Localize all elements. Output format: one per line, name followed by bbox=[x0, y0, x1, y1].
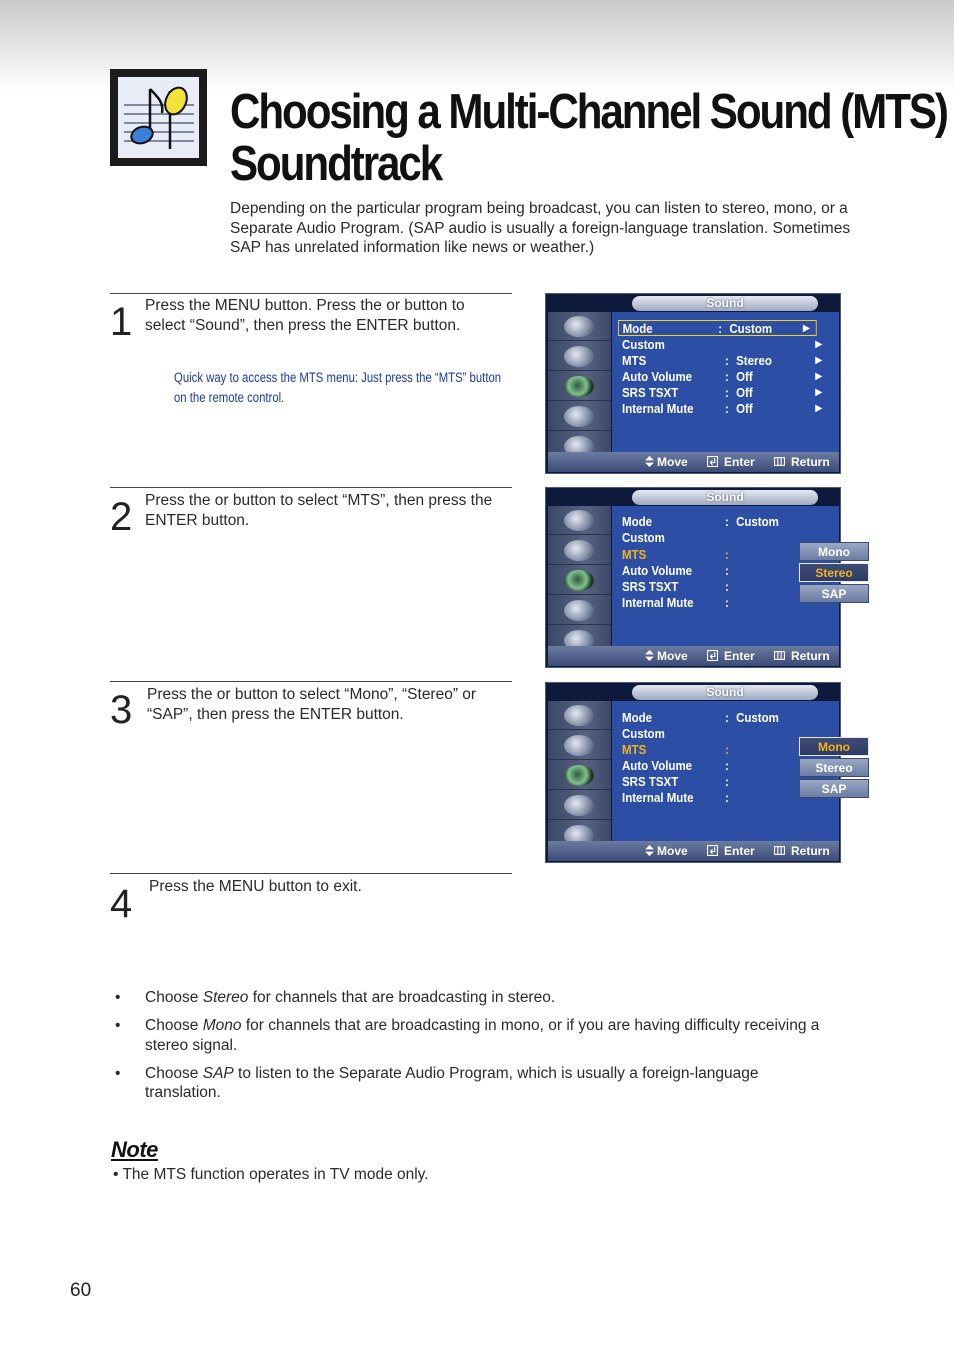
osd-row-srs-tsxt[interactable]: SRS TSXT : bbox=[622, 580, 729, 594]
osd-footer bbox=[548, 646, 839, 666]
osd-row-internal-mute[interactable]: Internal Mute : bbox=[622, 791, 729, 805]
quick-tip: Quick way to access the MTS menu: Just press the “MTS” button on the remote control. bbox=[174, 370, 502, 405]
return-icon bbox=[774, 650, 785, 661]
note-body: • The MTS function operates in TV mode only. bbox=[113, 1166, 429, 1183]
osd-row-mts[interactable]: MTS : bbox=[622, 548, 729, 562]
osd-sidebar-input-icon bbox=[548, 506, 611, 535]
osd-menu-panel bbox=[612, 701, 853, 851]
osd-row-internal-mute[interactable]: Internal Mute : bbox=[622, 596, 729, 610]
osd-row-srs-tsxt[interactable]: SRS TSXT : Off ▶ bbox=[622, 386, 823, 400]
osd-menu-panel bbox=[612, 506, 853, 656]
step-instruction: Press the MENU button to exit. bbox=[149, 878, 362, 895]
list-item: • Choose Mono for channels that are broadcasting in mono, or if you are having difficulty receiving a stereo signal. bbox=[115, 1017, 820, 1054]
osd-footer-enter: Enter bbox=[724, 455, 755, 469]
osd-sidebar-sound-icon bbox=[548, 372, 611, 401]
osd-footer-move: Move bbox=[657, 455, 688, 469]
return-icon bbox=[774, 456, 785, 467]
osd-footer-move: Move bbox=[657, 649, 688, 663]
osd-row-srs-tsxt[interactable]: SRS TSXT : bbox=[622, 775, 729, 789]
osd-screen-mts-stereo bbox=[545, 487, 853, 668]
option-name: Mono bbox=[202, 1017, 242, 1034]
osd-sidebar-sound-icon bbox=[548, 761, 611, 790]
return-icon bbox=[774, 845, 785, 856]
enter-icon bbox=[707, 650, 718, 661]
enter-icon bbox=[707, 845, 718, 856]
intro-paragraph: Depending on the particular program being broadcast, you can listen to stereo, mono, or a Separate Audio Program. (SAP audio is usually a foreign-language translation. Sometimes SAP has unrelated information like news or weather.) bbox=[230, 200, 851, 256]
osd-row-custom[interactable]: Custom bbox=[622, 727, 665, 741]
osd-sidebar-picture-icon bbox=[548, 536, 611, 565]
option-name: Stereo bbox=[202, 989, 249, 1006]
step-number: 3 bbox=[110, 688, 133, 732]
osd-row-mts[interactable]: MTS : bbox=[622, 743, 729, 757]
step-divider bbox=[110, 293, 512, 294]
option-name: SAP bbox=[202, 1064, 234, 1082]
osd-footer-return: Return bbox=[791, 844, 830, 858]
move-icon bbox=[644, 650, 655, 661]
option-stereo[interactable]: Stereo bbox=[799, 758, 869, 777]
osd-menu-panel bbox=[612, 312, 839, 462]
osd-sidebar-channel-icon bbox=[548, 596, 611, 625]
osd-footer-enter: Enter bbox=[724, 844, 755, 858]
osd-row-auto-volume[interactable]: Auto Volume : bbox=[622, 759, 729, 773]
option-mono[interactable]: Mono bbox=[799, 737, 869, 756]
option-sap[interactable]: SAP bbox=[799, 584, 869, 603]
step-divider bbox=[110, 487, 512, 488]
step-divider bbox=[110, 873, 512, 874]
osd-sidebar-input-icon bbox=[548, 701, 611, 730]
osd-row-custom[interactable]: Custom bbox=[622, 531, 665, 545]
osd-sidebar-input-icon bbox=[548, 312, 611, 341]
osd-row-mts[interactable]: MTS : Stereo ▶ bbox=[622, 354, 823, 368]
list-item: • Choose SAP to listen to the Separate Audio Program, which is usually a foreign-language translation. bbox=[115, 1064, 759, 1101]
osd-sidebar bbox=[548, 312, 611, 462]
page-title bbox=[230, 85, 947, 191]
osd-sidebar-channel-icon bbox=[548, 402, 611, 431]
osd-footer-move: Move bbox=[657, 844, 688, 858]
option-stereo[interactable]: Stereo bbox=[799, 563, 869, 582]
osd-row-mode[interactable]: Mode : Custom ▶ bbox=[618, 320, 817, 336]
osd-row-mode[interactable]: Mode : Custom bbox=[622, 711, 779, 725]
music-notes-icon bbox=[110, 69, 207, 166]
enter-icon bbox=[707, 456, 718, 467]
option-sap[interactable]: SAP bbox=[799, 779, 869, 798]
osd-sidebar bbox=[548, 701, 611, 851]
bullet: • bbox=[115, 989, 121, 1006]
move-icon bbox=[644, 456, 655, 467]
osd-screen-sound-menu bbox=[545, 293, 841, 474]
page-title-line2: Soundtrack bbox=[230, 137, 442, 191]
osd-sidebar bbox=[548, 506, 611, 656]
osd-footer-enter: Enter bbox=[724, 649, 755, 663]
option-mono[interactable]: Mono bbox=[799, 542, 869, 561]
step-instruction: Press the or button to select “MTS”, then press the ENTER button. bbox=[145, 492, 493, 529]
osd-footer bbox=[548, 841, 839, 861]
bullet: • bbox=[115, 1017, 121, 1034]
osd-sidebar-sound-icon bbox=[548, 566, 611, 595]
mts-options-list bbox=[113, 988, 833, 1111]
osd-sidebar-channel-icon bbox=[548, 791, 611, 820]
osd-heading: Sound bbox=[632, 490, 818, 505]
page-number: 60 bbox=[70, 1280, 92, 1301]
step-number: 1 bbox=[110, 300, 133, 344]
osd-row-auto-volume[interactable]: Auto Volume : Off ▶ bbox=[622, 370, 823, 384]
osd-heading: Sound bbox=[632, 685, 818, 700]
osd-row-custom[interactable]: Custom ▶ bbox=[622, 338, 823, 352]
osd-footer-return: Return bbox=[791, 649, 830, 663]
osd-footer-return: Return bbox=[791, 455, 830, 469]
osd-screen-mts-mono bbox=[545, 682, 853, 863]
step-number: 4 bbox=[110, 882, 133, 926]
osd-footer bbox=[548, 452, 839, 472]
page-title-line1: Choosing a Multi-Channel Sound (MTS) bbox=[230, 85, 947, 139]
step-instruction: Press the or button to select “Mono”, “Stereo” or “SAP”, then press the ENTER button. bbox=[147, 686, 477, 723]
osd-row-mode[interactable]: Mode : Custom bbox=[622, 515, 779, 529]
osd-heading: Sound bbox=[632, 296, 818, 311]
osd-sidebar-picture-icon bbox=[548, 342, 611, 371]
step-number: 2 bbox=[110, 495, 133, 539]
osd-sidebar-picture-icon bbox=[548, 731, 611, 760]
osd-row-internal-mute[interactable]: Internal Mute : Off ▶ bbox=[622, 402, 823, 416]
move-icon bbox=[644, 845, 655, 856]
step-instruction: Press the MENU button. Press the or button to select “Sound”, then press the ENTER button. bbox=[145, 297, 465, 334]
list-item: • Choose Stereo for channels that are broadcasting in stereo. bbox=[115, 989, 556, 1006]
note-heading: Note bbox=[111, 1137, 158, 1162]
step-divider bbox=[110, 681, 512, 682]
bullet: • bbox=[115, 1064, 121, 1082]
osd-row-auto-volume[interactable]: Auto Volume : bbox=[622, 564, 729, 578]
